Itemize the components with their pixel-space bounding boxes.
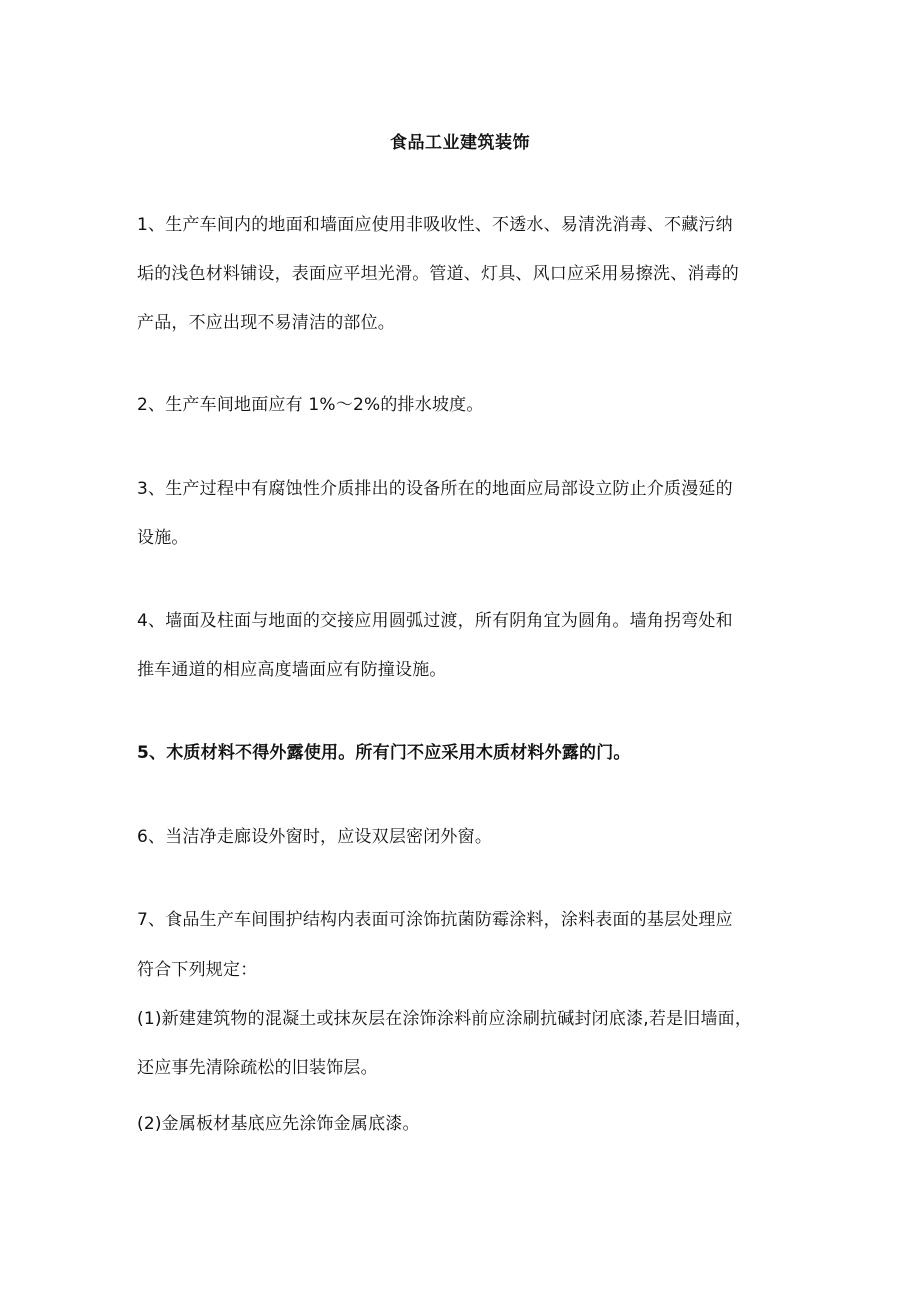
paragraph-2-line-1: 2、生产车间地面应有 1%～2%的排水坡度。 xyxy=(137,395,484,415)
paragraph-5-line-1: 5、木质材料不得外露使用。所有门不应采用木质材料外露的门。 xyxy=(137,743,631,763)
paragraph-4-line-1: 4、墙面及柱面与地面的交接应用圆弧过渡，所有阴角宜为圆角。墙角拐弯处和 xyxy=(137,611,733,631)
sub-item-1-line-1: (1)新建建筑物的混凝土或抹灰层在涂饰涂料前应涂刷抗碱封闭底漆,若是旧墙面， xyxy=(137,1009,753,1029)
sub-item-2-line-1: (2)金属板材基底应先涂饰金属底漆。 xyxy=(137,1114,420,1134)
document-title: 食品工业建筑装饰 xyxy=(390,133,530,153)
paragraph-1-line-1: 1、生产车间内的地面和墙面应使用非吸收性、不透水、易清洗消毒、不藏污纳 xyxy=(137,215,733,235)
sub-item-1-line-2: 还应事先清除疏松的旧装饰层。 xyxy=(137,1058,378,1078)
paragraph-7-line-2: 符合下列规定： xyxy=(137,960,258,980)
paragraph-3-line-1: 3、生产过程中有腐蚀性介质排出的设备所在的地面应局部设立防止介质漫延的 xyxy=(137,479,733,499)
paragraph-3-line-2: 设施。 xyxy=(137,528,189,548)
paragraph-1-line-2: 垢的浅色材料铺设，表面应平坦光滑。管道、灯具、风口应采用易擦洗、消毒的 xyxy=(137,264,739,284)
paragraph-7-line-1: 7、食品生产车间围护结构内表面可涂饰抗菌防霉涂料，涂料表面的基层处理应 xyxy=(137,910,733,930)
paragraph-1-line-3: 产品，不应出现不易清洁的部位。 xyxy=(137,313,395,333)
paragraph-6-line-1: 6、当洁净走廊设外窗时，应设双层密闭外窗。 xyxy=(137,827,493,847)
paragraph-4-line-2: 推车通道的相应高度墙面应有防撞设施。 xyxy=(137,660,447,680)
